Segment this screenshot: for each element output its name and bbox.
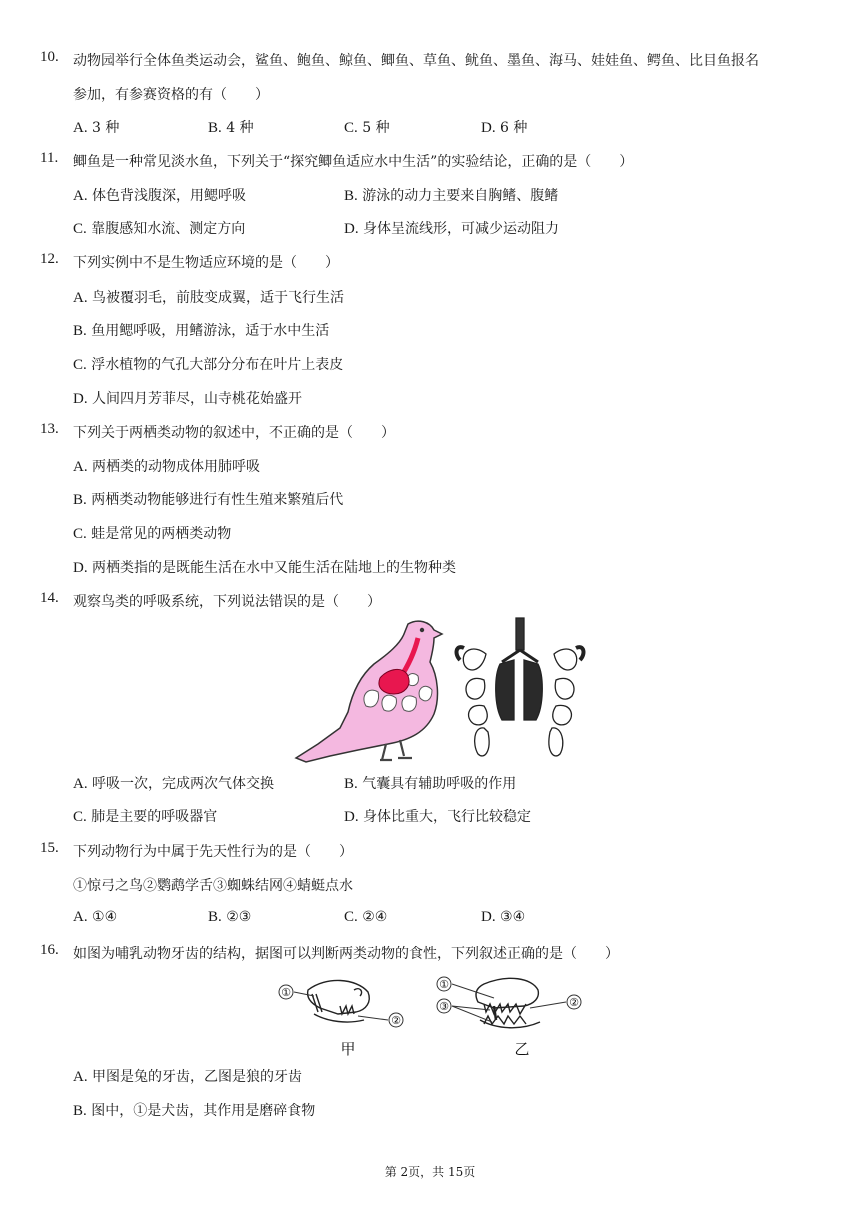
teeth-figure (268, 968, 598, 1062)
left-lower-jaw (314, 1014, 364, 1022)
question-14-option-d: D. 身体比重大，飞行比较稳定 (344, 809, 532, 825)
question-10-stem-line2: 参加，有参赛资格的有（ ） (73, 87, 269, 103)
question-12-number: 12. (40, 251, 59, 267)
question-12-stem: 下列实例中不是生物适应环境的是（ ） (73, 255, 339, 271)
question-12-option-d: D. 人间四月芳菲尽，山寺桃花始盛开 (73, 391, 303, 407)
question-15-option-c: C. ②④ (344, 909, 388, 925)
question-15-items: ①惊弓之鸟②鹦鹉学舌③蜘蛛结网④蜻蜓点水 (73, 878, 353, 894)
question-12-option-b: B. 鱼用鳃呼吸，用鳍游泳，适于水中生活 (73, 323, 330, 339)
pigeon-illustration (296, 621, 442, 762)
left-marker-2: ② (391, 1014, 401, 1027)
question-15-number: 15. (40, 840, 59, 856)
question-15-option-b: B. ②③ (208, 909, 252, 925)
left-marker-1: ① (281, 986, 291, 999)
right-skull-outline (476, 978, 538, 1008)
question-13-number: 13. (40, 421, 59, 437)
question-12-option-a: A. 鸟被覆羽毛，前肢变成翼，适于飞行生活 (73, 290, 345, 306)
question-16-number: 16. (40, 942, 59, 958)
trachea-tube (516, 618, 524, 650)
question-16-option-b: B. 图中，①是犬齿，其作用是磨碎食物 (73, 1103, 316, 1119)
question-10-option-b: B. 4 种 (208, 120, 254, 136)
question-15-stem: 下列动物行为中属于先天性行为的是（ ） (73, 844, 353, 860)
left-incisors (312, 994, 322, 1012)
question-11-stem: 鲫鱼是一种常见淡水鱼，下列关于“探究鲫鱼适应水中生活”的实验结论，正确的是（ ） (73, 154, 634, 170)
question-13-option-d: D. 两栖类指的是既能生活在水中又能生活在陆地上的生物种类 (73, 560, 457, 576)
question-16-option-a: A. 甲图是兔的牙齿，乙图是狼的牙齿 (73, 1069, 303, 1085)
question-10-option-a: A. 3 种 (73, 120, 120, 136)
question-11-option-d: D. 身体呈流线形，可减少运动阻力 (344, 221, 560, 237)
left-orbit (354, 989, 362, 996)
question-10-stem-line1: 动物园举行全体鱼类运动会，鲨鱼、鲍鱼、鲸鱼、鲫鱼、草鱼、鱿鱼、墨鱼、海马、娃娃鱼、鳄鱼、比目鱼报名 (73, 53, 759, 69)
question-11-option-c: C. 靠腹感知水流、测定方向 (73, 221, 246, 237)
question-13-option-a: A. 两栖类的动物成体用肺呼吸 (73, 459, 261, 475)
question-10-option-d: D. 6 种 (481, 120, 528, 136)
question-15-option-a: A. ①④ (73, 909, 118, 925)
question-12-option-c: C. 浮水植物的气孔大部分分布在叶片上表皮 (73, 357, 344, 373)
question-14-stem: 观察鸟类的呼吸系统，下列说法错误的是（ ） (73, 594, 381, 610)
question-10-number: 10. (40, 49, 59, 65)
left-air-sacs (463, 649, 489, 756)
bronchi (502, 650, 538, 662)
lung-air-sac-diagram (457, 618, 584, 756)
question-11-number: 11. (40, 150, 59, 166)
question-15-option-d: D. ③④ (481, 909, 526, 925)
right-marker-1: ① (439, 978, 449, 991)
question-13-stem: 下列关于两栖类动物的叙述中，不正确的是（ ） (73, 425, 395, 441)
pigeon-eye (420, 628, 424, 632)
question-13-option-b: B. 两栖类动物能够进行有性生殖来繁殖后代 (73, 492, 344, 508)
right-caption: 乙 (514, 1040, 530, 1058)
right-marker-3: ③ (439, 1000, 449, 1013)
question-13-option-c: C. 蛙是常见的两栖类动物 (73, 526, 232, 542)
left-caption: 甲 (340, 1040, 356, 1058)
right-air-sacs (549, 649, 577, 756)
right-marker-2: ② (569, 996, 579, 1009)
dark-lungs (496, 660, 543, 720)
question-14-number: 14. (40, 590, 59, 606)
question-14-option-b: B. 气囊具有辅助呼吸的作用 (344, 776, 517, 792)
question-11-option-b: B. 游泳的动力主要来自胸鳍、腹鳍 (344, 188, 559, 204)
question-14-option-c: C. 肺是主要的呼吸器官 (73, 809, 218, 825)
question-16-stem: 如图为哺乳动物牙齿的结构，据图可以判断两类动物的食性，下列叙述正确的是（ ） (73, 946, 619, 962)
question-14-option-a: A. 呼吸一次，完成两次气体交换 (73, 776, 275, 792)
question-11-option-a: A. 体色背浅腹深，用鳃呼吸 (73, 188, 247, 204)
question-10-option-c: C. 5 种 (344, 120, 390, 136)
bird-respiratory-figure (288, 614, 588, 766)
page-footer: 第 2页，共 15页 (384, 1165, 476, 1179)
